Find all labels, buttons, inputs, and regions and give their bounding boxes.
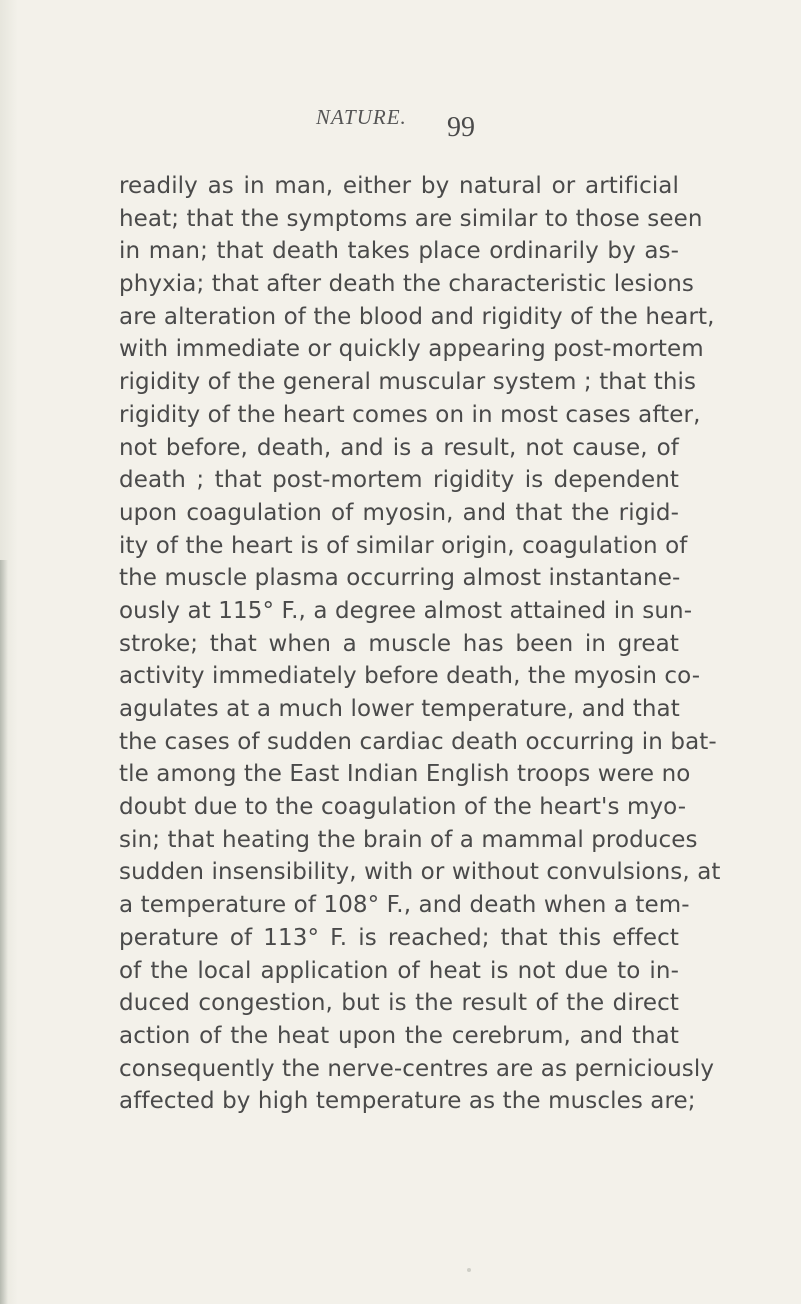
text-line: a temperature of 108° F., and death when a tem- [119, 892, 690, 919]
text-line: consequently the nerve-centres are as perniciously [119, 1055, 715, 1082]
text-line: affected by high temperature as the muscles are; [119, 1088, 696, 1115]
text-line: the cases of sudden cardiac death occurring in bat- [119, 728, 717, 755]
text-line: activity immediately before death, the myosin co- [119, 663, 701, 690]
text-line: agulates at a much lower temperature, and that [119, 696, 680, 722]
text-line: doubt due to the coagulation of the heart's myo- [119, 794, 687, 821]
text-line: are alteration of the blood and rigidity of the heart, [119, 303, 715, 330]
text-line: tle among the East Indian English troops were no [119, 761, 691, 788]
text-line: readily as in man, either by natural or artificial [119, 173, 679, 199]
text-line: with immediate or quickly appearing post-mortem [119, 336, 704, 363]
text-line: duced congestion, but is the result of the direct [119, 990, 679, 1017]
text-line: rigidity of the general muscular system ; that this [119, 369, 697, 396]
text-line: phyxia; that after death the characteristic lesions [119, 271, 695, 298]
text-line: action of the heat upon the cerebrum, and that [119, 1022, 679, 1049]
page-edge-shadow [0, 560, 8, 1304]
text-line: perature of 113° F. is reached; that this effect [119, 924, 679, 951]
page-number: 99 [447, 112, 475, 143]
text-line: death ; that post-mortem rigidity is dependent [119, 467, 679, 494]
text-line: sin; that heating the brain of a mammal produces [119, 826, 698, 853]
text-line: in man; that death takes place ordinarily by as- [119, 238, 679, 265]
text-line: of the local application of heat is not due to in- [119, 957, 679, 984]
text-line: ously at 115° F., a degree almost attained in sun- [119, 597, 693, 624]
paper-speck [467, 1268, 471, 1272]
text-line: sudden insensibility, with or without convulsions, at [119, 859, 721, 886]
text-line: stroke; that when a muscle has been in great [119, 630, 679, 657]
text-line: heat; that the symptoms are similar to those seen [119, 205, 703, 232]
text-line: the muscle plasma occurring almost instantane- [119, 565, 681, 592]
page-header [316, 105, 546, 145]
text-line: rigidity of the heart comes on in most cases after, [119, 401, 701, 428]
text-line: ity of the heart is of similar origin, coagulation of [119, 532, 688, 559]
text-line: upon coagulation of myosin, and that the rigid- [119, 499, 679, 526]
text-line: not before, death, and is a result, not cause, of [119, 434, 679, 461]
running-head: NATURE. [316, 105, 407, 129]
body-text [119, 170, 721, 1118]
